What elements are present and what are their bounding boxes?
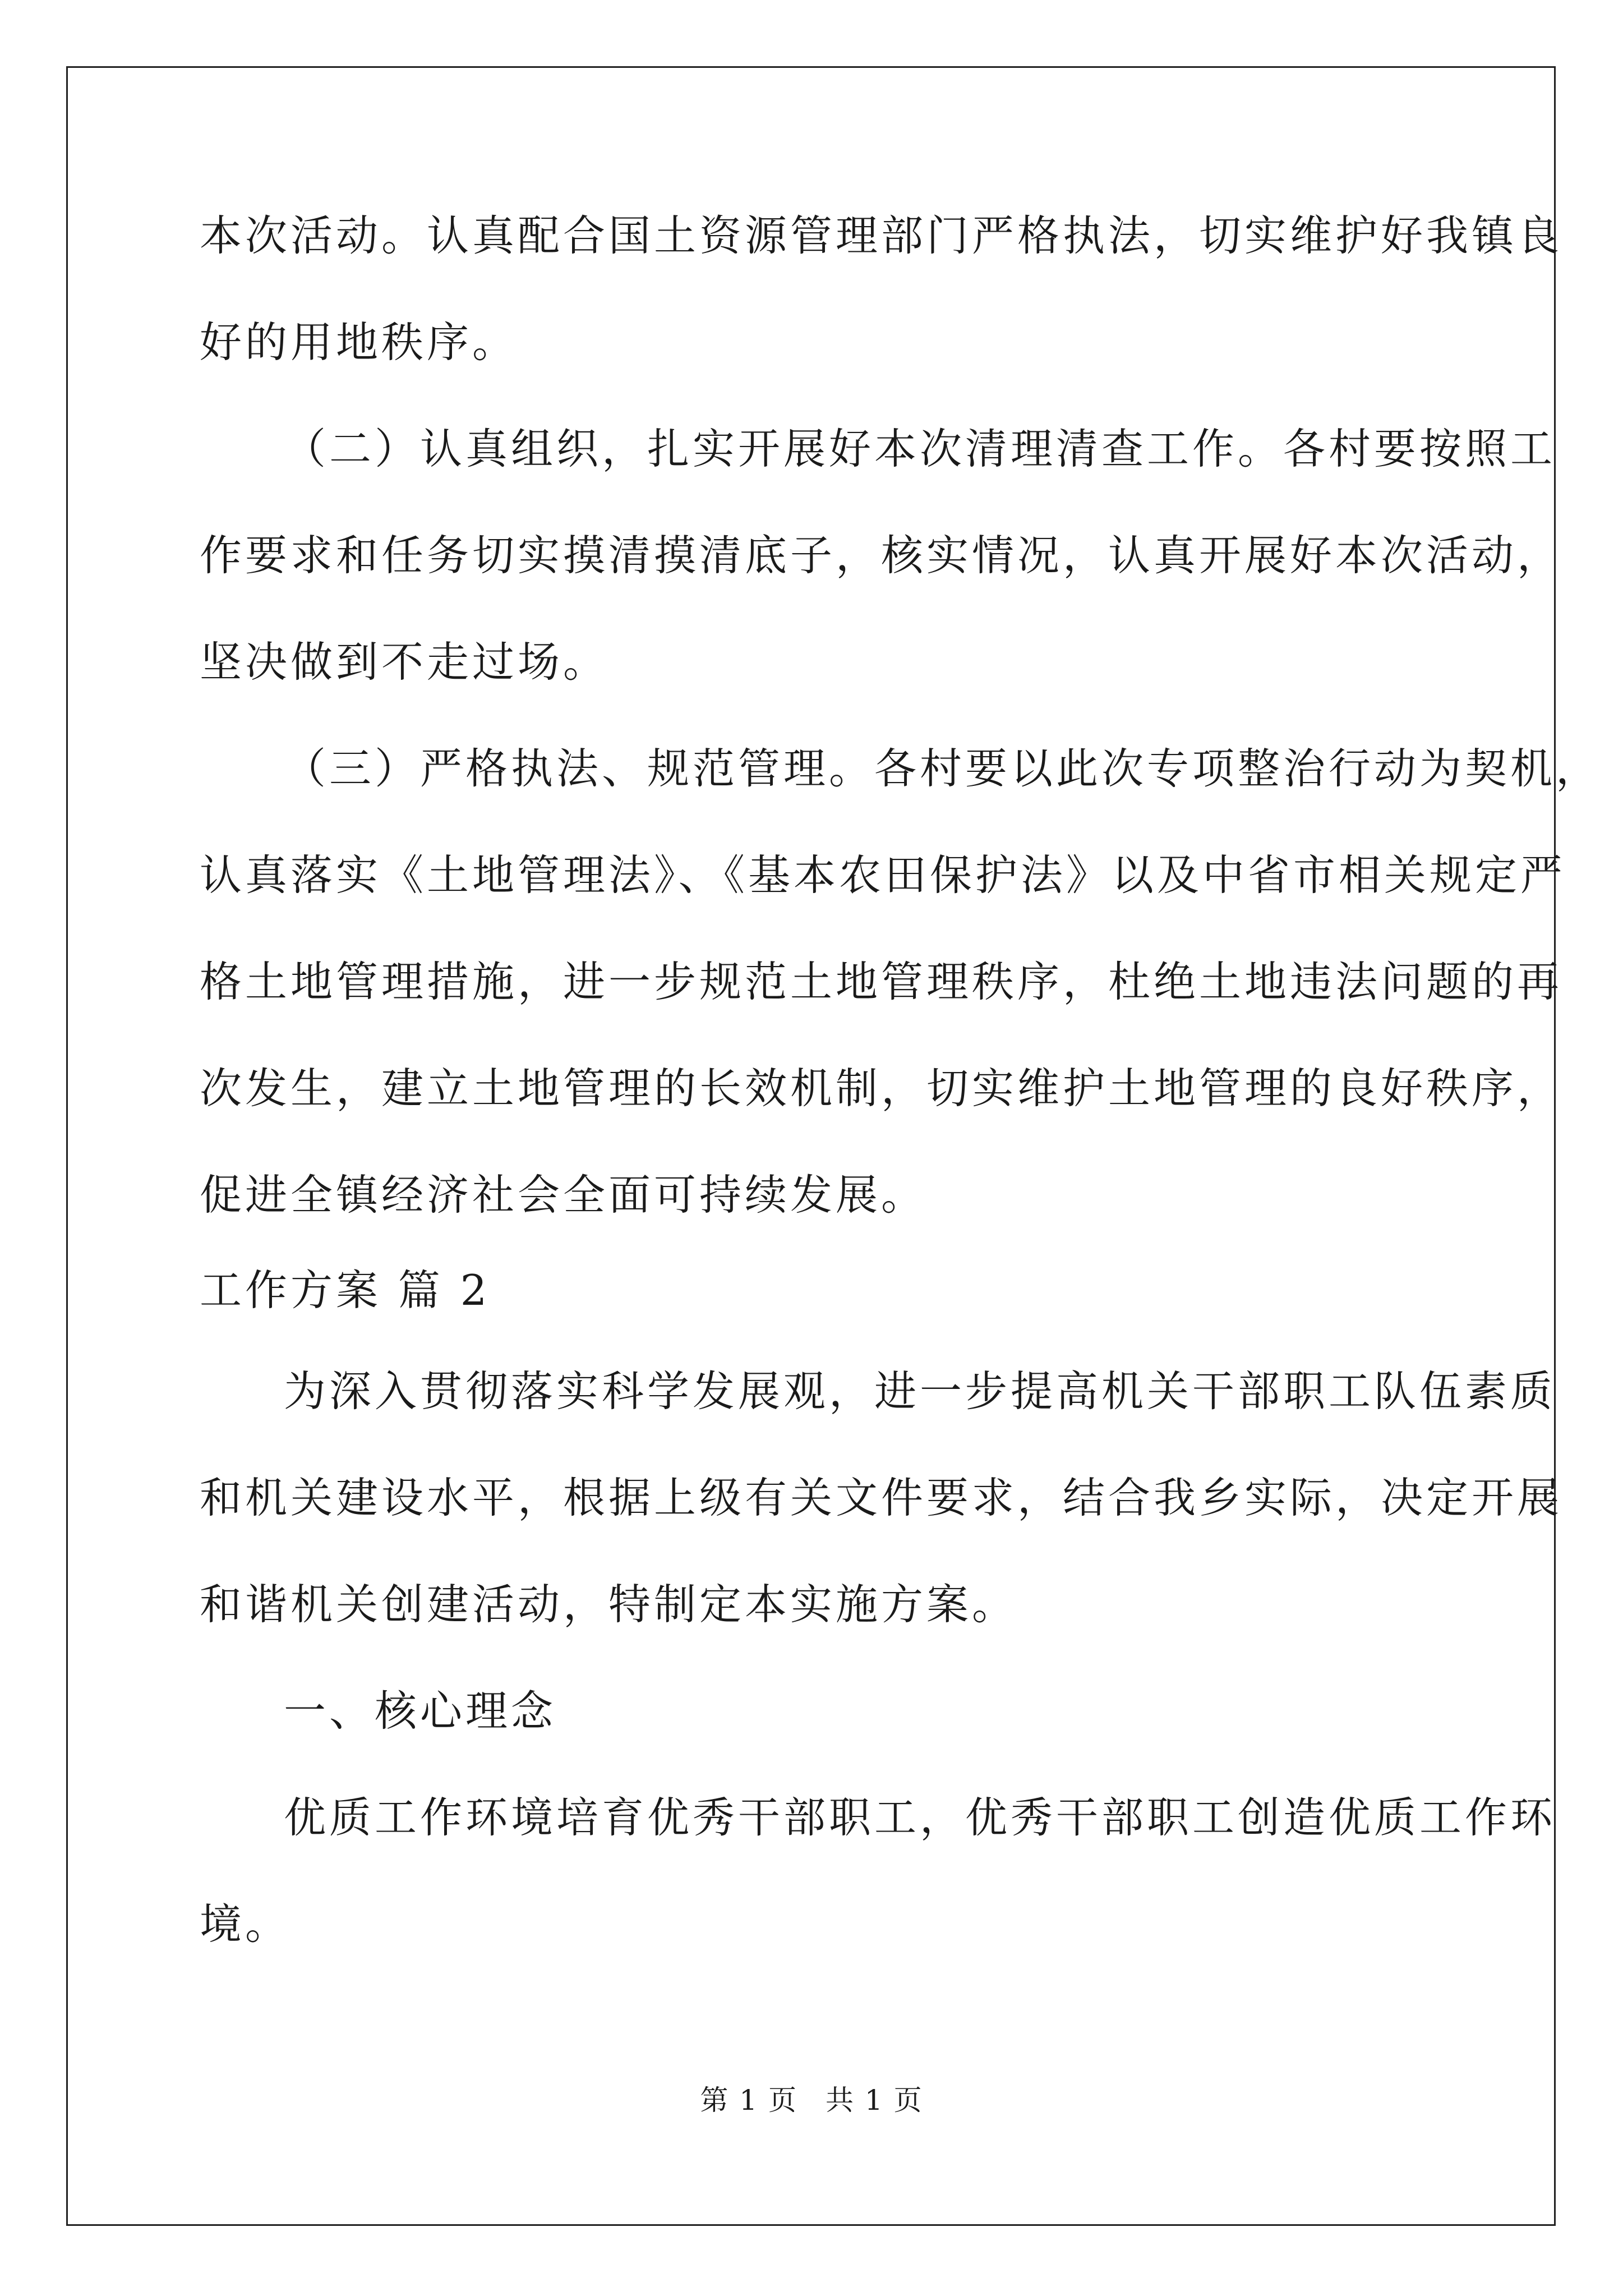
text-line: 本次活动。认真配合国土资源管理部门严格执法，切实维护好我镇良 [200,211,1563,260]
text-line: 次发生，建立土地管理的长效机制，切实维护土地管理的良好秩序， [200,1064,1563,1113]
text-line: 好的用地秩序。 [200,318,518,367]
paragraph-start: （二）认真组织，扎实开展好本次清理清查工作。各村要按照工 [284,424,1556,473]
page-footer [0,2083,1623,2117]
text-line: 作要求和任务切实摸清摸清底子，核实情况，认真开展好本次活动， [200,531,1563,580]
text-line: 和谐机关创建活动，特制定本实施方案。 [200,1580,1018,1629]
text-line: 促进全镇经济社会全面可持续发展。 [200,1170,927,1220]
paragraph-start: 优质工作环境培育优秀干部职工，优秀干部职工创造优质工作环 [284,1793,1556,1842]
text-line: 格土地管理措施，进一步规范土地管理秩序，杜绝土地违法问题的再 [200,957,1563,1006]
text-line: 和机关建设水平，根据上级有关文件要求，结合我乡实际，决定开展 [200,1473,1563,1522]
page-number-current: 第 1 页 [700,2084,797,2116]
section-heading: 工作方案 篇 2 [200,1266,491,1315]
page-number-total: 共 1 页 [826,2084,923,2116]
text-line: 坚决做到不走过场。 [200,637,609,687]
subheading: 一、核心理念 [284,1686,557,1736]
text-line: 认真落实《土地管理法》、《基本农田保护法》以及中省市相关规定严 [200,850,1566,900]
paragraph-start: 为深入贯彻落实科学发展观，进一步提高机关干部职工队伍素质 [284,1366,1556,1416]
paragraph-start: （三）严格执法、规范管理。各村要以此次专项整治行动为契机， [284,744,1602,793]
text-line: 境。 [200,1899,291,1949]
